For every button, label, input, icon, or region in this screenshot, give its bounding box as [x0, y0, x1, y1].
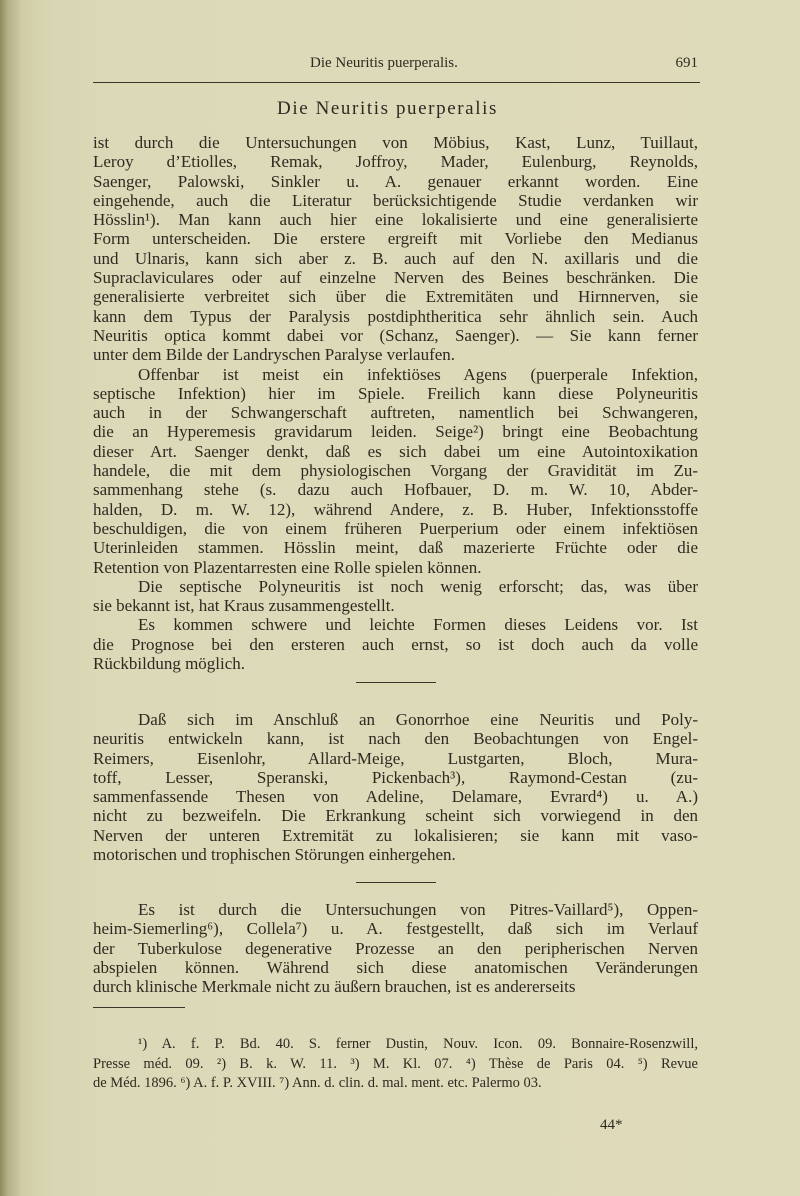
- section-tuberkulose: [93, 900, 698, 996]
- text-line: kann dem Typus der Paralysis postdiphtheritica sehr ähnlich sein. Auch: [93, 306, 698, 326]
- text-line: sammenhang stehe (s. dazu auch Hofbauer, D. m. W. 10, Abder-: [93, 480, 698, 500]
- text-line: beschuldigen, die von einem früheren Puerperium oder einem infektiösen: [93, 518, 698, 538]
- section-puerperal: [93, 133, 698, 673]
- paragraph: [93, 900, 698, 996]
- text-line: die an Hyperemesis gravidarum leiden. Seige²) bringt eine Beobachtung: [93, 422, 698, 442]
- text-line: ist durch die Untersuchungen von Möbius, Kast, Lunz, Tuillaut,: [93, 133, 698, 152]
- footnotes: [93, 1035, 698, 1094]
- text-line: neuritis entwickeln kann, ist nach den Beobachtungen von Engel-: [93, 729, 698, 749]
- footnote-line: de Méd. 1896. ⁶) A. f. P. XVIII. ⁷) Ann. d. clin. d. mal. ment. etc. Palermo 03.: [93, 1075, 542, 1091]
- text-line: handele, die mit dem physiologischen Vorgang der Gravidität im Zu-: [93, 461, 698, 481]
- paragraph: [93, 133, 698, 365]
- paragraph: [93, 577, 698, 616]
- text-line: abspielen können. Während sich diese anatomischen Veränderungen: [93, 957, 698, 977]
- text-line: Saenger, Palowski, Sinkler u. A. genauer erkannt worden. Eine: [93, 171, 698, 191]
- footnote-line: Presse méd. 09. ²) B. k. W. 11. ³) M. Kl. 07. ⁴) Thèse de Paris 04. ⁵) Revue: [93, 1055, 698, 1072]
- text-line: halden, D. m. W. 12), während Andere, z. B. Huber, Infektionsstoffe: [93, 499, 698, 519]
- paragraph: [93, 710, 698, 864]
- text-line: Die septische Polyneuritis ist noch wenig erforscht; das, was über: [138, 576, 698, 596]
- text-line: Es ist durch die Untersuchungen von Pitres-Vaillard⁵), Oppen-: [138, 900, 698, 919]
- text-line: die Prognose bei den ersteren auch ernst, so ist doch auch da volle: [93, 634, 698, 654]
- header-rule: [93, 82, 700, 83]
- section-divider: [356, 882, 436, 883]
- footnote-line: ¹) A. f. P. Bd. 40. S. ferner Dustin, Nouv. Icon. 09. Bonnaire-Rosenzwill,: [138, 1036, 698, 1052]
- section-gonorrhoe: [93, 710, 698, 864]
- text-line: unter dem Bilde der Landryschen Paralyse verlaufen.: [93, 345, 456, 365]
- text-line: auch in der Schwangerschaft auftreten, namentlich bei Schwangeren,: [93, 403, 698, 423]
- running-head-title: Die Neuritis puerperalis.: [310, 55, 458, 71]
- running-head: [93, 55, 700, 75]
- signature-mark: 44*: [600, 1117, 623, 1133]
- text-line: eingehende, auch die Literatur berücksichtigende Studie verdanken wir: [93, 190, 698, 210]
- text-line: nicht zu bezweifeln. Die Erkrankung scheint sich vorwiegend in den: [93, 806, 698, 826]
- text-line: Nerven der unteren Extremität zu lokalisieren; sie kann mit vaso-: [93, 825, 698, 845]
- text-line: sammenfassende Thesen von Adeline, Delamare, Evrard⁴) u. A.): [93, 787, 698, 807]
- text-line: sie bekannt ist, hat Kraus zusammengestellt.: [93, 596, 395, 616]
- text-line: dieser Art. Saenger denkt, daß es sich dabei um eine Autointoxikation: [93, 441, 698, 461]
- footnote-rule: [93, 1007, 185, 1008]
- text-line: heim-Siemerling⁶), Collela⁷) u. A. festgestellt, daß sich im Verlauf: [93, 919, 698, 939]
- text-line: Rückbildung möglich.: [93, 654, 246, 674]
- page-number: 691: [675, 55, 698, 71]
- paragraph: [93, 365, 698, 577]
- section-divider: [356, 682, 436, 683]
- text-line: Offenbar ist meist ein infektiöses Agens (puerperale Infektion,: [138, 364, 698, 384]
- text-line: Leroy d’Etiolles, Remak, Joffroy, Mader, Eulenburg, Reynolds,: [93, 152, 698, 172]
- text-line: Uterinleiden stammen. Hösslin meint, daß mazerierte Früchte oder die: [93, 538, 698, 558]
- text-line: Form unterscheiden. Die erstere ergreift mit Vorliebe den Medianus: [93, 229, 698, 249]
- text-line: Es kommen schwere und leichte Formen dieses Leidens vor. Ist: [138, 615, 698, 635]
- text-line: Supraclaviculares oder auf einzelne Nerven des Beines beschränken. Die: [93, 268, 698, 288]
- text-line: durch klinische Merkmale nicht zu äußern brauchen, ist es andererseits: [93, 977, 576, 997]
- text-line: Daß sich im Anschluß an Gonorrhoe eine Neuritis und Poly-: [138, 710, 698, 729]
- text-line: Neuritis optica kommt dabei vor (Schanz, Saenger). — Sie kann ferner: [93, 325, 698, 345]
- text-line: der Tuberkulose degenerative Prozesse an den peripherischen Nerven: [93, 938, 698, 958]
- text-line: Reimers, Eisenlohr, Allard-Meige, Lustgarten, Bloch, Mura-: [93, 748, 698, 768]
- text-line: Retention von Plazentarresten eine Rolle spielen können.: [93, 557, 482, 577]
- text-line: motorischen und trophischen Störungen einhergehen.: [93, 845, 456, 865]
- section-title: Die Neuritis puerperalis: [277, 98, 498, 119]
- text-line: Hösslin¹). Man kann auch hier eine lokalisierte und eine generalisierte: [93, 210, 698, 230]
- paragraph: [93, 615, 698, 673]
- text-line: toff, Lesser, Speranski, Pickenbach³), Raymond-Cestan (zu-: [93, 767, 698, 787]
- text-line: septische Infektion) hier im Spiele. Freilich kann diese Polyneuritis: [93, 383, 698, 403]
- text-line: und Ulnaris, kann sich aber z. B. auch auf den N. axillaris und die: [93, 248, 698, 268]
- text-line: generalisierte verbreitet sich über die Extremitäten und Hirnnerven, sie: [93, 287, 698, 307]
